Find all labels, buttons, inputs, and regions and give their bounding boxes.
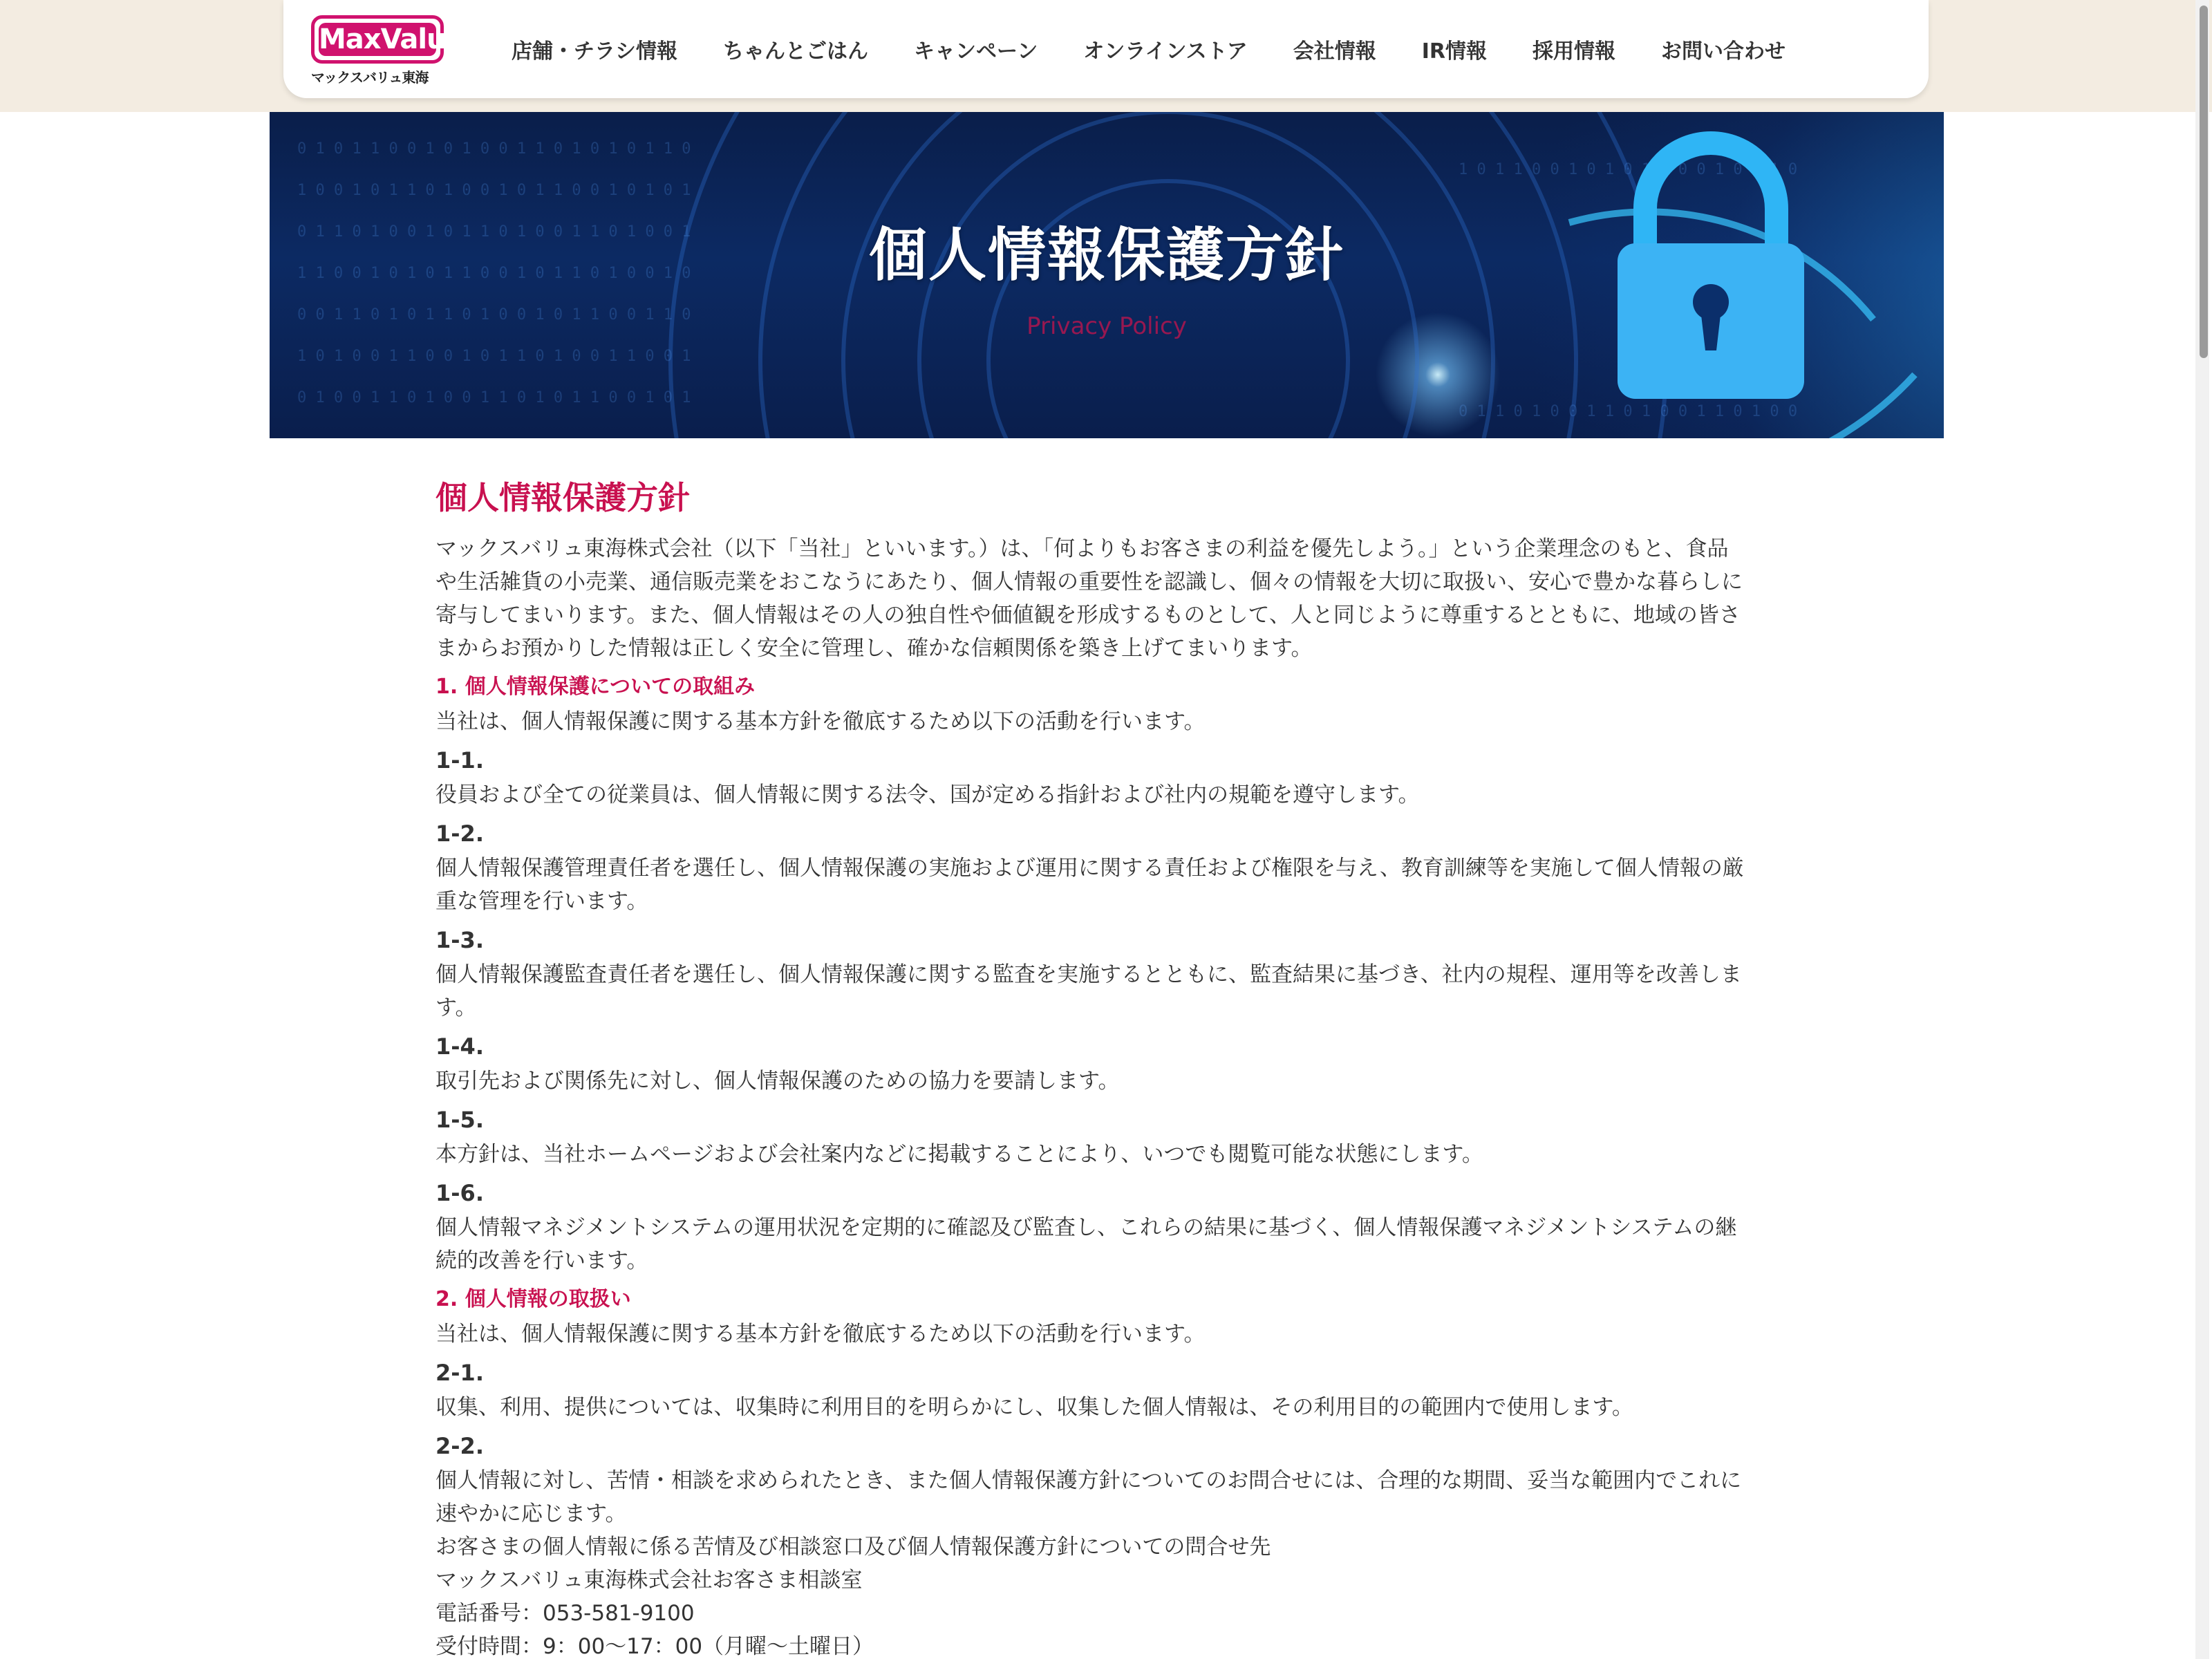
item-number: 1-5. <box>435 1107 484 1133</box>
item-number: 2-1. <box>435 1360 484 1386</box>
nav-item-contact[interactable]: お問い合わせ <box>1660 39 1785 64</box>
nav-item-online-store[interactable]: オンラインストア <box>1083 39 1248 64</box>
item-text: 本方針は、当社ホームページおよび会社案内などに掲載することにより、いつでも閲覧可能な状態にします。 <box>435 1142 1483 1167</box>
item-number: 2-2. <box>435 1433 484 1459</box>
contact-hours: 受付時間：9：00～17：00（月曜～土曜日） <box>435 1634 874 1659</box>
logo-wordmark: MaxValu <box>319 24 446 55</box>
logo-subtitle: マックスバリュ東海 <box>311 69 429 86</box>
hero-subtitle: Privacy Policy <box>1027 312 1187 340</box>
intro-paragraph: マックスバリュ東海株式会社（以下「当社」といいます。）は、「何よりもお客さまの利益を優先しよう。」という企業理念のもと、食品や生活雑貨の小売業、通信販売業をおこなうにあたり、個人情報の重要性を認識し、個々の情報を大切に取扱い、安心で豊かな暮らしに寄与してまいります。また、個人情報はその人の独自性や価値観を形成するものとして、人と同じように尊重するとともに、地域の皆さまからお預かりした情報は正しく安全に管理し、確かな信頼関係を築き上げてまいります。 <box>435 536 1743 661</box>
main-nav <box>512 0 1785 98</box>
svg-text:1 1 0 0 1 0 1 0 1 1 0 0 1 0 1: 1 1 0 0 1 0 1 0 1 1 0 0 1 0 1 1 0 1 0 0 1 0 <box>297 265 691 282</box>
svg-text:1 0 1 1 0 0 1 0 1 0 1 1 0 0 1: 1 0 1 1 0 0 1 0 1 0 1 1 0 0 1 0 1 1 0 <box>1459 161 1798 178</box>
item-text: 収集、利用、提供については、収集時に利用目的を明らかにし、収集した個人情報は、その利用目的の範囲内で使用します。 <box>435 1395 1633 1420</box>
svg-text:0 1 1 0 1 0 0 1 0 1 1 0 1 0 0: 0 1 1 0 1 0 0 1 0 1 1 0 1 0 0 1 1 0 1 0 0 1 <box>297 223 691 241</box>
svg-text:0 0 1 1 0 1 0 1 1 0 1 0 0 1 0: 0 0 1 1 0 1 0 1 1 0 1 0 0 1 0 1 1 0 0 1 1 0 <box>297 306 691 324</box>
svg-text:1 0 0 1 0 1 1 0 1 0 0 1 0 1 1: 1 0 0 1 0 1 1 0 1 0 0 1 0 1 1 0 0 1 0 1 0 1 <box>297 182 691 199</box>
scrollbar-thumb[interactable] <box>2200 6 2208 358</box>
svg-text:0 1 0 1 1 0 0 1 0 1 0 0 1 1 0: 0 1 0 1 1 0 0 1 0 1 0 0 1 1 0 1 0 1 0 1 1 0 <box>297 140 691 158</box>
svg-text:0 1 1 0 1 0 0 1 1 0 1 0 0 1 1: 0 1 1 0 1 0 0 1 1 0 1 0 0 1 1 0 1 0 0 <box>1459 403 1798 420</box>
nav-item-company[interactable]: 会社情報 <box>1293 39 1376 64</box>
contact-phone[interactable]: 電話番号：053-581-9100 <box>435 1601 695 1626</box>
hero-title: 個人情報保護方針 <box>868 221 1344 289</box>
item-text: 個人情報保護管理責任者を選任し、個人情報保護の実施および運用に関する責任および権限を与え、教育訓練等を実施して個人情報の厳重な管理を行います。 <box>435 856 1744 914</box>
section-1-lead: 当社は、個人情報保護に関する基本方針を徹底するため以下の活動を行います。 <box>435 709 1206 734</box>
item-number: 1-6. <box>435 1180 484 1206</box>
item-text: 個人情報に対し、苦情・相談を求められたとき、また個人情報保護方針についてのお問合せには、合理的な期間、妥当な範囲内でこれに速やかに応じます。 <box>435 1468 1742 1526</box>
hero-banner <box>270 112 1944 438</box>
contact-office-name: マックスバリュ東海株式会社お客さま相談室 <box>435 1568 863 1593</box>
item-text: 役員および全ての従業員は、個人情報に関する法令、国が定める指針および社内の規範を遵守します。 <box>435 782 1420 807</box>
item-number: 1-2. <box>435 821 484 847</box>
contact-desk-label: お客さまの個人情報に係る苦情及び相談窓口及び個人情報保護方針についての問合せ先 <box>435 1535 1271 1559</box>
item-number: 1-3. <box>435 927 484 953</box>
section-1-heading: 1. 個人情報保護についての取組み <box>435 675 756 699</box>
section-2-heading: 2. 個人情報の取扱い <box>435 1287 631 1311</box>
item-number: 1-4. <box>435 1033 484 1060</box>
nav-item-campaign[interactable]: キャンペーン <box>914 39 1038 64</box>
nav-item-ir[interactable]: IR情報 <box>1421 39 1487 64</box>
nav-item-chanto-gohan[interactable]: ちゃんとごはん <box>723 39 868 64</box>
svg-text:0 1 0 0 1 1 0 1 0 0 1 1 0 1 0: 0 1 0 0 1 1 0 1 0 0 1 1 0 1 0 1 1 0 0 1 0 1 <box>297 389 691 406</box>
logo[interactable] <box>311 15 447 87</box>
item-text: 個人情報保護監査責任者を選任し、個人情報保護に関する監査を実施するとともに、監査結果に基づき、社内の規程、運用等を改善します。 <box>435 962 1742 1020</box>
section-2-lead: 当社は、個人情報保護に関する基本方針を徹底するため以下の活動を行います。 <box>435 1322 1206 1347</box>
item-text: 個人情報マネジメントシステムの運用状況を定期的に確認及び監査し、これらの結果に基づく、個人情報保護マネジメントシステムの継続的改善を行います。 <box>435 1215 1737 1273</box>
nav-item-recruit[interactable]: 採用情報 <box>1532 39 1615 64</box>
page-title: 個人情報保護方針 <box>435 479 690 516</box>
policy-content <box>435 477 1749 1659</box>
nav-item-stores-flyers[interactable]: 店舗・チラシ情報 <box>512 39 677 64</box>
logo-frame <box>311 15 444 64</box>
svg-text:1 0 1 0 0 1 1 0 0 1 0 1 1 0 1: 1 0 1 0 0 1 1 0 0 1 0 1 1 0 1 0 0 1 1 0 0 1 <box>297 348 691 365</box>
site-header <box>283 0 1929 98</box>
item-number: 1-1. <box>435 747 484 774</box>
item-text: 取引先および関係先に対し、個人情報保護のための協力を要請します。 <box>435 1069 1120 1094</box>
